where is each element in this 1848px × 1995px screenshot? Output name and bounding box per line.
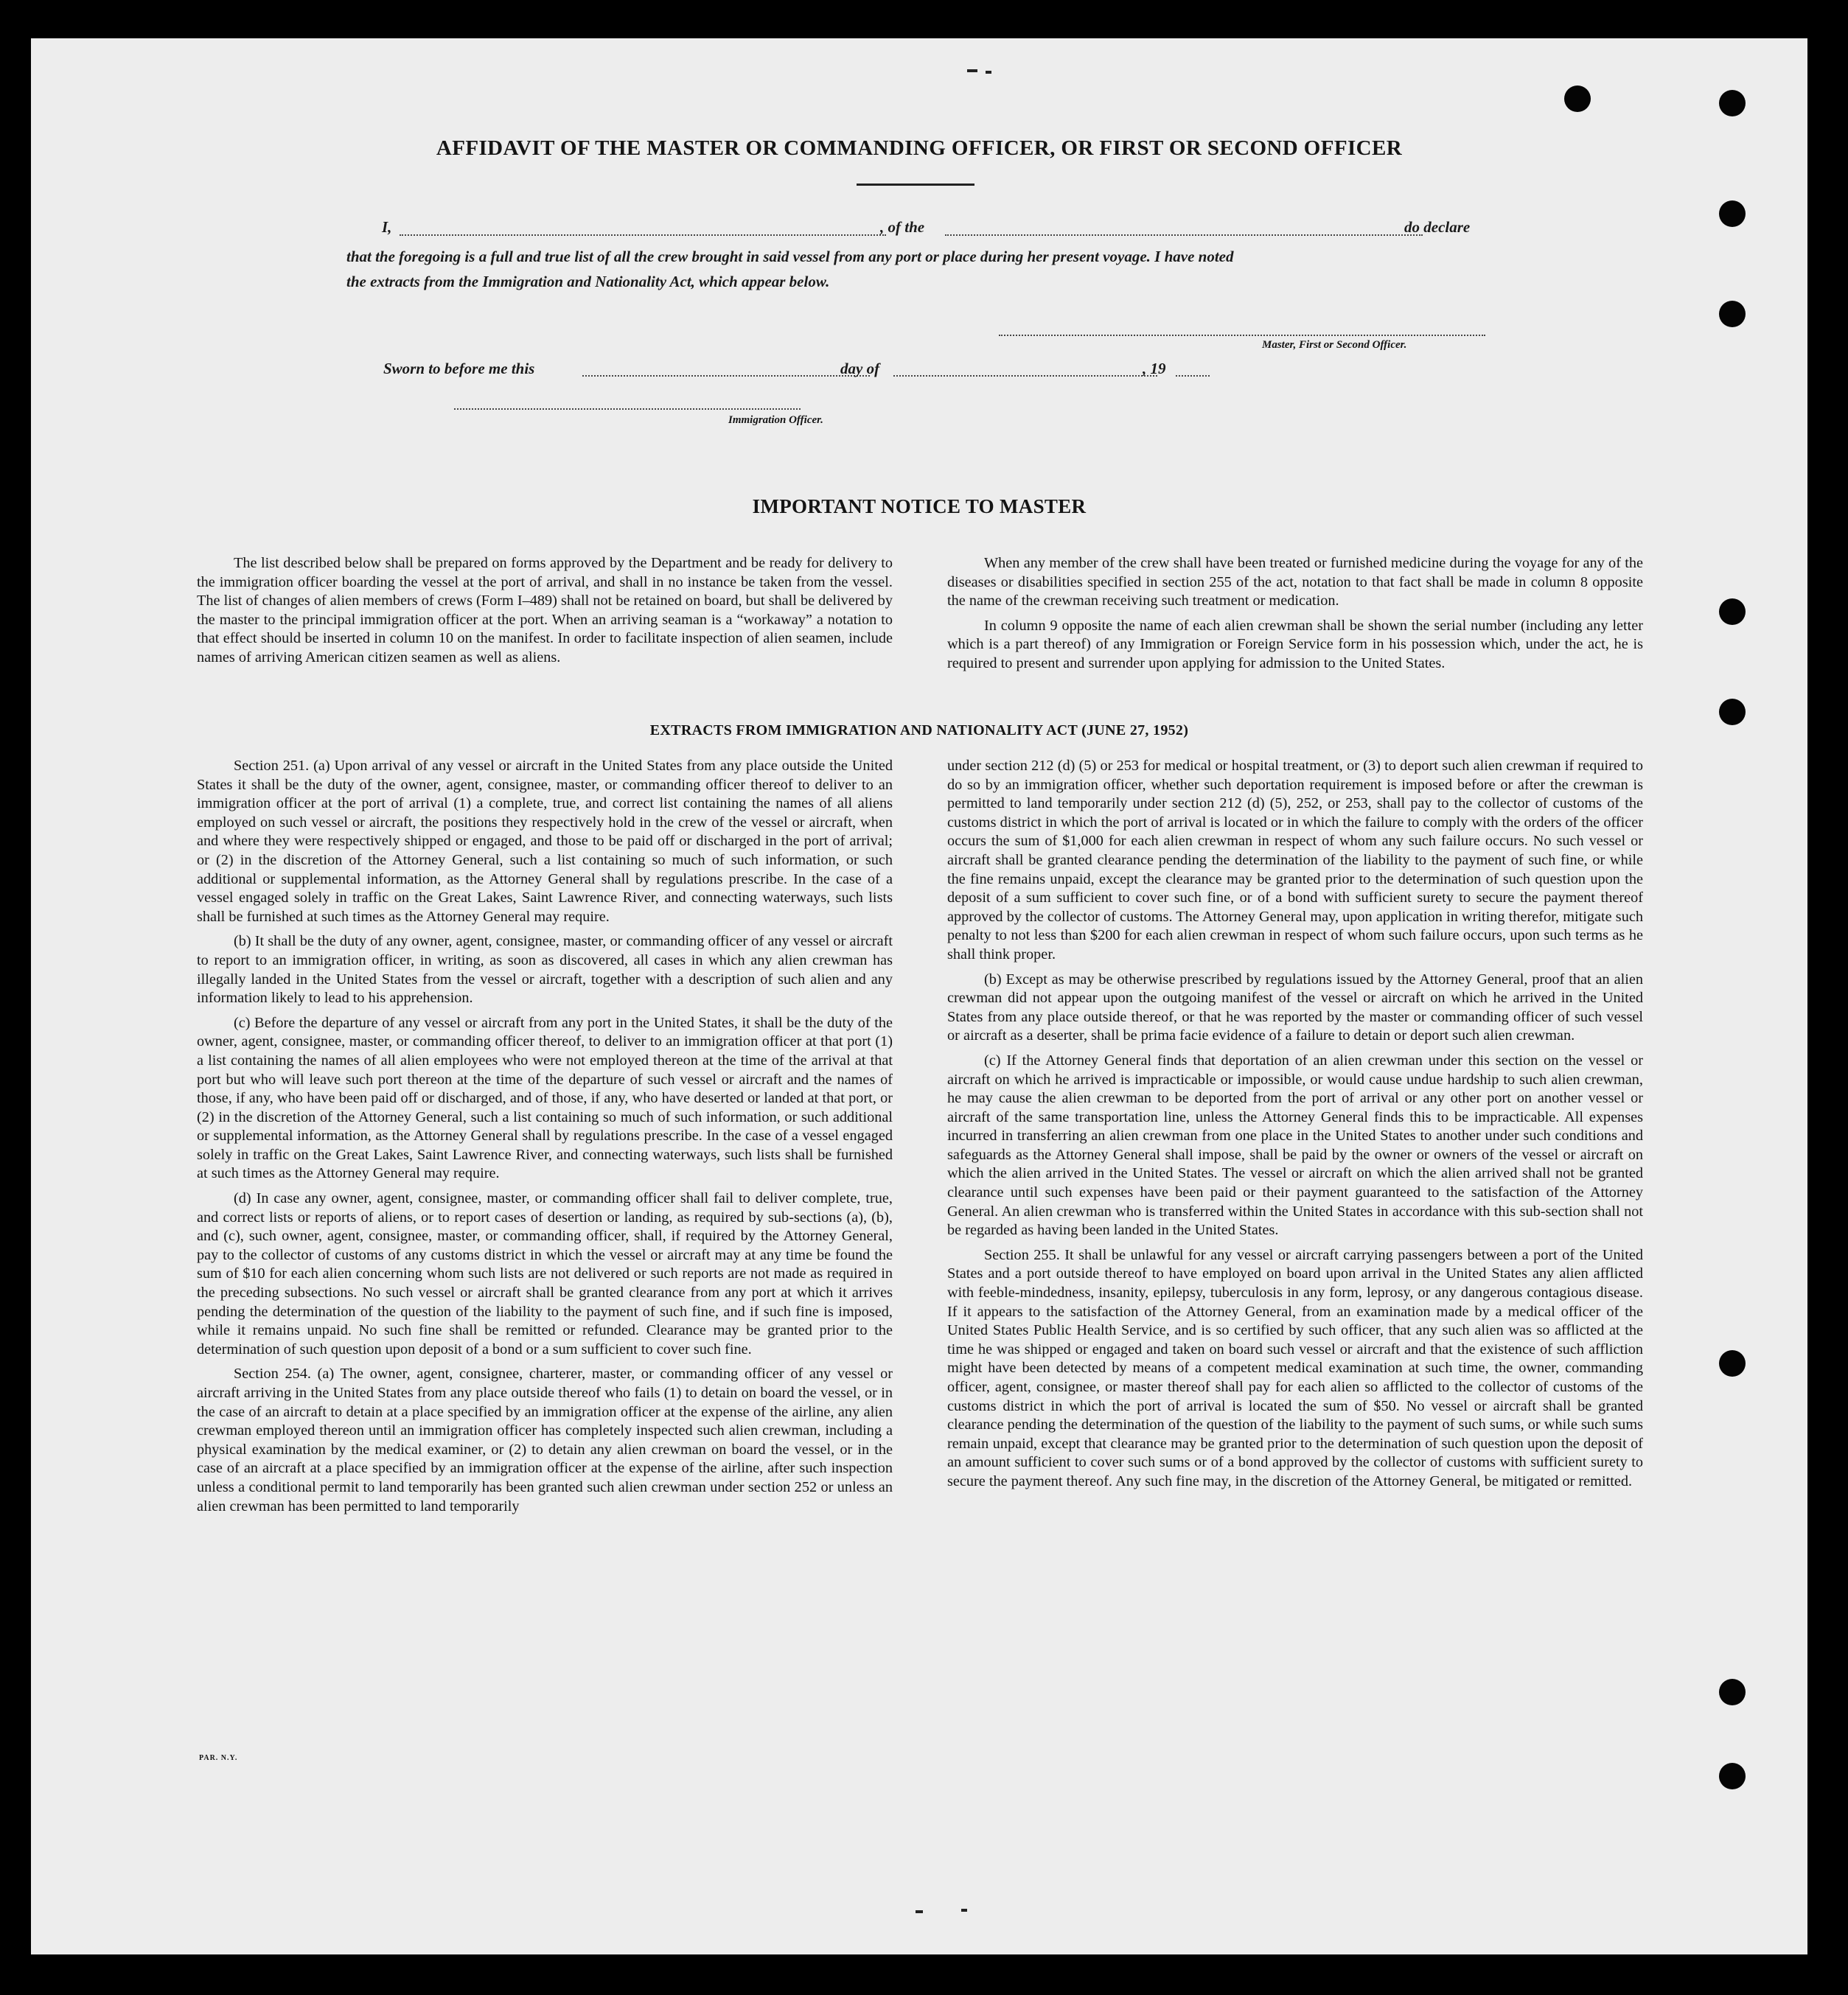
punch-hole xyxy=(1719,598,1746,625)
affidavit-title: AFFIDAVIT OF THE MASTER OR COMMANDING OFFICER, OR FIRST OR SECOND OFFICER xyxy=(436,136,1403,160)
officer-signature-label: Immigration Officer. xyxy=(728,414,823,426)
section-254-a-continued: under section 212 (d) (5) or 253 for medical or hospital treatment, or (3) to deport such alien crewman if required to do so by an immigration officer, whether such deportation requirement is imposed before or after the crewman is permitted to land temporarily under section 212 (d) (5), 252, or 253, shall pay to the collector of customs of the customs district in which the port of arrival is located or in which the failure to comply with the orders of the officer occurs the sum of $1,000 for each alien crewman in respect of whom any such failure occurs. No such vessel or aircraft shall be granted clearance pending the determination of the liability to the payment of such fine, or while the fine remains unpaid, except the clearance may be granted prior to the determination of such question upon the deposit of a sum sufficient to cover such fine, or of a bond with sufficient surety to secure the payment thereof approved by the collector of customs. The Attorney General may, upon application in writing therefor, mitigate such penalty to not less than $200 for each alien crewman in respect of whom such failure occurs, upon such terms as he shall think proper. xyxy=(947,758,1643,962)
scan-speck xyxy=(916,1910,923,1913)
section-255: Section 255. It shall be unlawful for any vessel or aircraft carrying passengers between a port of the United States and a port outside thereof to have employed on board upon arrival in the United States any alien afflicted with feeble-mindedness, insanity, epilepsy, tuberculosis in any form, leprosy, or any dangerous contagious disease. If it appears to the satisfaction of the Attorney General, from an examination made by a medical officer of the United States Public Health Service, and is so certified by such officer, that any such alien was so afflicted at the time he was shipped or engaged and taken on board such vessel or aircraft and that the existence of such affliction might have been detected by means of a competent medical examination at such time, the owner, commanding officer, agent, consignee, or master thereof shall pay for each alien so afflicted to the collector of customs of the customs district in which the port of arrival is located the sum of $50. No vessel or aircraft shall be granted clearance pending the determination of the question of the liability to the payment of such sums, or while such sums remain unpaid, except that clearance may be granted prior to the determination of such question upon the deposit of an amount sufficient to cover such sums or of a bond approved by the collector of customs with sufficient surety to secure the payment thereof. Any such fine may, in the discretion of the Attorney General, be mitigated or remitted. xyxy=(947,1246,1643,1489)
extracts-title: EXTRACTS FROM IMMIGRATION AND NATIONALITY ACT (JUNE 27, 1952) xyxy=(649,722,1189,738)
sworn-label: Sworn to before me this xyxy=(383,360,535,377)
sworn-year-field[interactable] xyxy=(1176,375,1210,377)
affidavit-declare-label: do declare xyxy=(1404,218,1471,236)
day-of-label: day of xyxy=(840,360,880,377)
section-251-b: (b) It shall be the duty of any owner, agent, consignee, master, or commanding officer of any vessel or aircraft to report to an immigration officer, in writing, as soon as discovered, all cases in which any alien crewman has illegally landed in the United States from the vessel or aircraft, together with a description of such alien and any information likely to lead to his apprehension. xyxy=(197,933,893,1007)
section-251-c: (c) Before the departure of any vessel or aircraft from any port in the United States, it shall be the duty of the owner, agent, consignee, master, or commanding officer thereof, to deliver to an immigration officer at that port (1) a list containing the names of all alien employees who were not employed thereon at the time of the arrival at that port but who will leave such port thereon at the time of the departure of such vessel or aircraft and the names of those, if any, who have been paid off or discharged, and of those, if any, who have deserted or landed at that port, or (2) in the discretion of the Attorney General, such a list containing so much of such information, or such additional or supplemental information, as the Attorney General shall by regulations prescribe. In the case of a vessel engaged solely in traffic on the Great Lakes, Saint Lawrence River, and connecting waterways, such lists shall be furnished at such times as the Attorney General may require. xyxy=(197,1014,893,1182)
section-254-a: Section 254. (a) The owner, agent, consignee, charterer, master, or commanding officer of any vessel or aircraft arriving in the United States from any place outside thereof who fails (1) to detain on board the vessel, or in the case of an aircraft to detain at a place specified by an immigration officer at the expense of the airline, any alien crewman employed thereon until an immigration officer has completely inspected such alien crewman, including a physical examination by the medical examiner, or (2) to detain any alien crewman on board the vessel, or in the case of an aircraft at a place specified by an immigration officer at the expense of the airline, after such inspection unless a conditional permit to land temporarily has been granted such alien crewman under section 252 or unless an alien crewman has been permitted to land temporarily xyxy=(197,1366,893,1514)
scan-speck xyxy=(967,69,977,72)
officer-signature-field[interactable] xyxy=(454,408,801,410)
section-254-c: (c) If the Attorney General finds that deportation of an alien crewman under this section on the vessel or aircraft on which he arrived is impracticable or impossible, or would cause undue hardship to such alien crewman, he may cause the alien crewman to be deported from the port of arrival or any other port on another vessel or aircraft of the same transportation line, unless the Attorney General finds this to be impracticable. All expenses incurred in transferring an alien crewman from one place in the United States to another under such conditions and safeguards as the Attorney General shall impose, shall be paid by the owner or owners of the vessel or aircraft on which the alien arrived in the United States. The vessel or aircraft on which the alien arrived shall not be granted clearance until such expenses have been paid or their payment guaranteed to the satisfaction of the Attorney General. An alien crewman who is transferred within the United States in accordance with this sub-section shall not be regarded as having been landed in the United States. xyxy=(947,1052,1643,1239)
extracts-right-column xyxy=(947,757,1643,1492)
notice-right-column xyxy=(947,554,1643,674)
punch-hole xyxy=(1719,1763,1746,1789)
scan-speck xyxy=(986,71,991,74)
form-sheet xyxy=(31,38,1807,1954)
punch-hole xyxy=(1719,301,1746,327)
punch-hole xyxy=(1719,1679,1746,1705)
declarant-name-field[interactable] xyxy=(400,234,886,236)
scan-speck xyxy=(961,1909,967,1912)
affidavit-statement-line3: the extracts from the Immigration and Nationality Act, which appear below. xyxy=(346,273,830,290)
vessel-name-field[interactable] xyxy=(945,234,1423,236)
extracts-left-column xyxy=(197,757,893,1516)
master-signature-label: Master, First or Second Officer. xyxy=(1262,339,1407,351)
notice-left-text: The list described below shall be prepared on forms approved by the Department and be ready for delivery to the immigration officer boarding the vessel at the port of arrival, and shall in no instance be taken from the vessel. The list of changes of alien members of crews (Form I–489) shall not be retained on board, but shall be delivered by the master to the principal immigration officer at the port. When an arriving seaman is a “workaway” a notation to that effect should be inserted in column 10 on the manifest. In order to facilitate inspection of alien seamen, include names of arriving American citizen seamen as well as aliens. xyxy=(197,555,893,665)
section-251-a: Section 251. (a) Upon arrival of any vessel or aircraft in the United States from any place outside the United States it shall be the duty of the owner, agent, consignee, master, or commanding officer thereof to deliver to an immigration officer at the port of arrival (1) a complete, true, and correct list containing the names of all aliens employed on such vessel or aircraft, the positions they respectively hold in the crew of the vessel or aircraft, when and where they were respectively shipped or engaged, and those to be paid off or discharged in the port of arrival; or (2) in the discretion of the Attorney General, such a list containing so much of such information, or such additional or supplemental information, as the Attorney General shall by regulations prescribe. In the case of a vessel engaged solely in traffic on the Great Lakes, Saint Lawrence River, and connecting waterways, such lists shall be furnished at such times as the Attorney General may require. xyxy=(197,758,893,925)
affidavit-i-label: I, xyxy=(382,218,392,236)
affidavit-statement-line2: that the foregoing is a full and true list of all the crew brought in said vessel from any port or place during her present voyage. I have noted xyxy=(346,248,1234,265)
sworn-month-field[interactable] xyxy=(893,375,1157,377)
punch-hole xyxy=(1719,699,1746,725)
notice-right-text-2: In column 9 opposite the name of each alien crewman shall be shown the serial number (including any letter which is a part thereof) of any Immigration or Foreign Service form in his possession which, under the act, he is required to present and surrender upon applying for admission to the United States. xyxy=(947,617,1643,671)
notice-left-column xyxy=(197,554,893,668)
master-signature-field[interactable] xyxy=(999,335,1485,336)
notice-title: IMPORTANT NOTICE TO MASTER xyxy=(752,495,1087,517)
affidavit-of-the-label: , of the xyxy=(880,218,925,236)
notice-right-text-1: When any member of the crew shall have been treated or furnished medicine during the voyage for any of the diseases or disabilities specified in section 255 of the act, notation to that fact shall be made in column 8 opposite the name of the crewman receiving such treatment or medication. xyxy=(947,555,1643,609)
punch-hole xyxy=(1564,85,1591,112)
year-label: , 19 xyxy=(1143,360,1166,377)
punch-hole xyxy=(1719,1350,1746,1377)
punch-hole xyxy=(1719,200,1746,227)
section-251-d: (d) In case any owner, agent, consignee, master, or commanding officer shall fail to deliver complete, true, and correct lists or reports of aliens, or to report cases of desertion or landing, as required by sub-sections (a), (b), and (c), such owner, agent, consignee, master, or commanding officer, shall, if required by the Attorney General, pay to the collector of customs of any customs district in which the vessel or aircraft may at any time be found the sum of $10 for each alien concerning whom such lists are not delivered or such reports are not made as required in the preceding subsections. No such vessel or aircraft shall be granted clearance from any port at which it arrives pending the determination of the question of the liability to the payment of such fine, and if such fine is imposed, while it remains unpaid. No such fine shall be remitted or refunded. Clearance may be granted prior to the determination of such question upon deposit of a bond or a sum sufficient to cover such fine. xyxy=(197,1190,893,1358)
section-254-b: (b) Except as may be otherwise prescribed by regulations issued by the Attorney General, proof that an alien crewman did not appear upon the outgoing manifest of the vessel or aircraft on which he arrived in the United States from any place outside thereof, or that he was reported by the master or commanding officer of such vessel or aircraft as a deserter, shall be prima facie evidence of a failure to detain or deport such alien crewman. xyxy=(947,971,1643,1044)
sworn-day-field[interactable] xyxy=(582,375,870,377)
title-rule xyxy=(857,184,974,186)
printer-mark: PAR. N.Y. xyxy=(199,1754,238,1762)
punch-hole xyxy=(1719,90,1746,116)
